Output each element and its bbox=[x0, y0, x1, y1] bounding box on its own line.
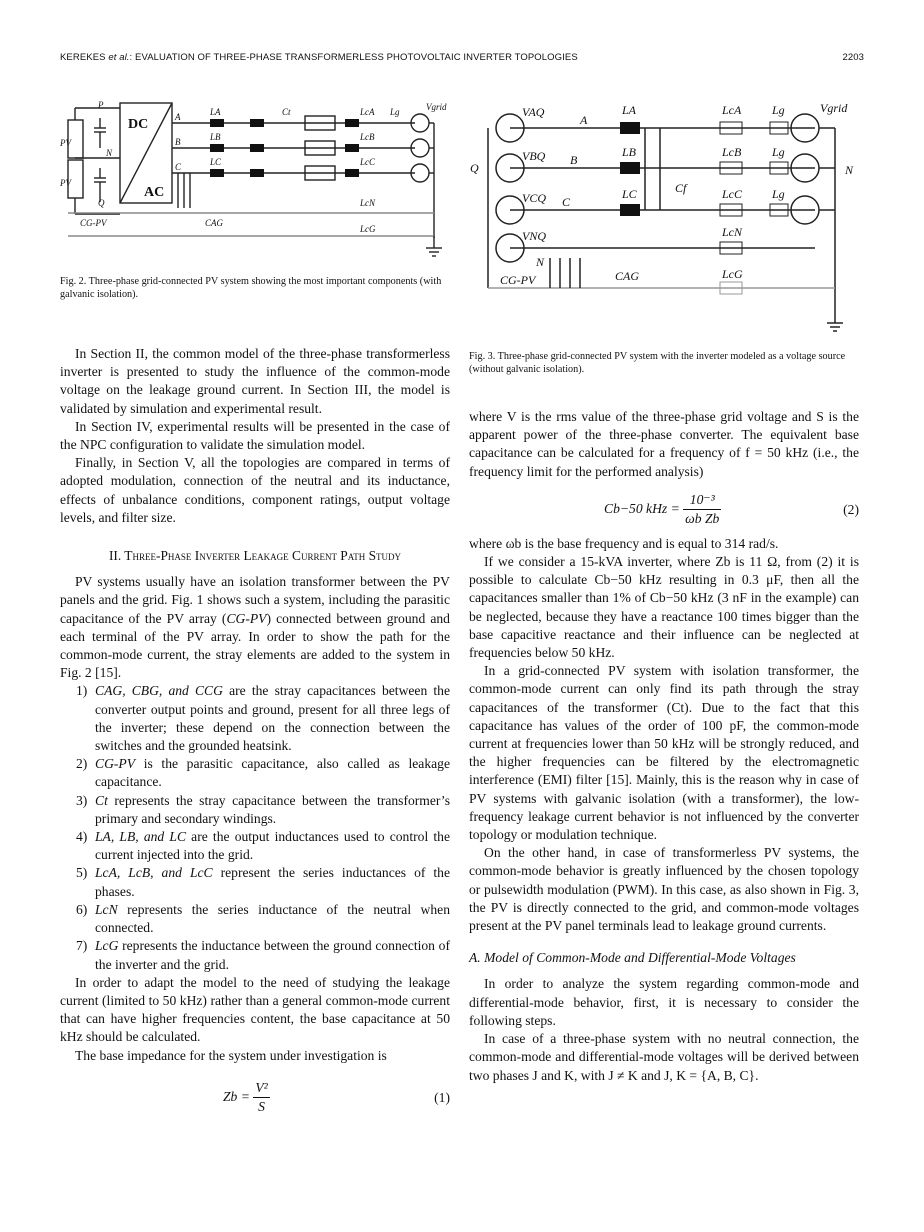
fig3-label-c: C bbox=[562, 195, 571, 209]
fig3-label-q: Q bbox=[470, 161, 479, 175]
fig3-label-la: LA bbox=[622, 103, 637, 117]
fig2-label-lcc: LcC bbox=[360, 157, 376, 167]
section-title: II. Three-Phase Inverter Leakage Current Path Study bbox=[108, 548, 402, 564]
fig2-label-vgrid: Vgrid bbox=[426, 102, 447, 112]
running-title: KEREKES et al.: EVALUATION OF THREE-PHASE TRANSFORMERLESS PHOTOVOLTAIC INVERTER TOPOLOGIES bbox=[60, 52, 578, 63]
right-paragraph-2: where ωb is the base frequency and is equal to 314 rad/s. bbox=[469, 535, 779, 551]
fig3-label-a: A bbox=[580, 113, 588, 127]
left-paragraph-5: In order to adapt the model to the need of studying the leakage current (limited to 50 kHz) rather than a general common-mode current that can have higher frequencies content, the base capacitance at 50 kHz should be calculated. bbox=[60, 974, 450, 1045]
page-number: 2203 bbox=[842, 52, 864, 63]
fig2-label-n: N bbox=[106, 148, 113, 158]
list-item: 2) CG-PV is the parasitic capacitance, also called as leakage capacitance. bbox=[76, 756, 450, 790]
fig2-label-lca: LcA bbox=[360, 107, 375, 117]
fig3-label-vcq: VCQ bbox=[522, 191, 546, 205]
fig2-label-ac: AC bbox=[144, 185, 165, 200]
list-item: 7) LcG represents the inductance between the ground connection of the inverter and the grid. bbox=[76, 938, 450, 972]
list-item: 4) LA, LB, and LC are the output inductances used to control the current injected into the grid. bbox=[76, 829, 450, 863]
left-column bbox=[60, 345, 450, 1119]
figure-3-diagram bbox=[470, 98, 862, 338]
list-item: 6) LcN represents the series inductance of the neutral when connected. bbox=[76, 901, 450, 936]
list-item: 3) Ct represents the stray capacitance between the transformer’s primary and secondary windings. bbox=[76, 792, 450, 826]
fig3-label-vgrid: Vgrid bbox=[820, 101, 848, 115]
fig2-label-cag: CAG bbox=[205, 218, 223, 228]
left-paragraph-2: In Section IV, experimental results will be presented in the case of the NPC configuration to validate the simulation model. bbox=[60, 418, 450, 453]
fig3-label-lg3: Lg bbox=[772, 187, 785, 201]
stray-elements-list bbox=[60, 682, 450, 973]
figure-2-diagram bbox=[60, 98, 452, 260]
figure-3-caption: Fig. 3. Three-phase grid-connected PV system with the inverter modeled as a voltage source (without galvanic isolation). bbox=[469, 351, 846, 375]
fig2-label-q: Q bbox=[98, 198, 105, 208]
fig3-label-lg2: Lg bbox=[772, 145, 785, 159]
fig2-label-a: A bbox=[175, 112, 181, 122]
left-paragraph-3: Finally, in Section V, all the topologies are compared in terms of adopted modulation, connection of the neutral and its inductance, effects of unbalance conditions, component ratings, output voltage levels, and filter size. bbox=[60, 455, 450, 525]
fig2-label-lc: LC bbox=[210, 157, 222, 167]
fig3-label-vbq: VBQ bbox=[522, 149, 546, 163]
equation-1: Zb = $\frac{\text{V²}}{S}$ (1) bbox=[223, 1079, 450, 1114]
left-paragraph-6: The base impedance for the system under investigation is bbox=[75, 1047, 387, 1063]
equation-1-number: (1) bbox=[434, 1089, 450, 1105]
fig2-label-lcb: LcB bbox=[360, 132, 375, 142]
right-column bbox=[469, 408, 859, 1085]
right-paragraph-1: where V is the rms value of the three-phase grid voltage and S is the apparent power of the three-phase converter. The equivalent base capacitance can be calculated for a frequency of f = 50 kHz (i.e., the frequency limit for the performed analysis) bbox=[469, 409, 859, 479]
fig3-label-lcg: LcG bbox=[722, 267, 743, 281]
fig2-label-dc: DC bbox=[128, 117, 149, 132]
left-paragraph-4: PV systems usually have an isolation transformer between the PV panels and the grid. Fig. 1 shows such a system, including the parasitic capacitance of the PV array (CG-PV) connected between ground and each terminal of the PV array. In order to show the path for the common-mode current, the stray elements are added to the system in Fig. 2 [15]. bbox=[60, 574, 450, 681]
fig3-label-lcn: LcN bbox=[722, 225, 743, 239]
fig2-label-b: B bbox=[175, 137, 181, 147]
fig2-label-p: P bbox=[98, 100, 104, 110]
right-paragraph-3: If we consider a 15-kVA inverter, where Zb is 11 Ω, from (2) it is possible to calculate Cb−50 kHz resulting in 0.3 μF, then all the capacitances smaller than 1% of Cb−50 kHz (3 nF in the example) can be neglected, because they have a reactance 100 times bigger than the base capacitive reactance and their influence can be neglected at frequencies below 50 kHz. bbox=[469, 554, 859, 661]
fig3-label-lcc: LcC bbox=[722, 187, 743, 201]
fig3-label-lcb: LcB bbox=[722, 145, 742, 159]
fig2-label-lcn: LcN bbox=[360, 198, 376, 208]
fig3-label-b: B bbox=[570, 153, 578, 167]
list-item: 5) LcA, LcB, and LcC represent the series inductances of the phases. bbox=[76, 865, 450, 899]
subsection-title: A. Model of Common-Mode and Differential-Mode Voltages bbox=[469, 950, 796, 966]
fig3-label-vnq: VNQ bbox=[522, 229, 546, 243]
fig3-label-lca: LcA bbox=[722, 103, 742, 117]
fig2-label-cgpv: CG-PV bbox=[80, 218, 107, 228]
fig2-label-lg: Lg bbox=[390, 107, 400, 117]
right-paragraph-4: In a grid-connected PV system with isolation transformer, the common-mode current can only find its path through the stray capacitances of the transformer (Ct). Due to the fact that this capacitance has values of the order of 100 pF, the common-mode current at frequencies lower than 50 kHz will be strongly reduced, and the higher frequencies can be filtered by the electromagnetic interference (EMI) filter [15]. Mainly, this is the reason why in case of PV systems with galvanic isolation (with a transformer), the low-frequency leakage current behavior is not influenced by the converter topology or modulation technique. bbox=[469, 663, 859, 843]
list-item: 1) CAG, CBG, and CCG are the stray capacitances between the converter output points and ground, present for all three legs of the inverter; these depend on the connection between the switches and the grounded heatsink. bbox=[76, 683, 450, 754]
fig3-label-lg1: Lg bbox=[772, 103, 785, 117]
fig3-label-lc: LC bbox=[622, 187, 637, 201]
equation-2: Cb−50 kHz = $\frac{\text{10⁻³}}{\text{ωb Zb}}$ (2) bbox=[604, 491, 859, 527]
fig2-label-lcg: LcG bbox=[360, 224, 376, 234]
fig2-label-la: LA bbox=[210, 107, 221, 117]
right-paragraph-6: In order to analyze the system regarding common-mode and differential-mode behavior, first, it is necessary to consider the following steps. bbox=[469, 976, 859, 1028]
fig2-label-pv2: PV bbox=[60, 178, 71, 188]
fig3-label-cgpv: CG-PV bbox=[500, 273, 536, 287]
fig2-label-lb: LB bbox=[210, 132, 221, 142]
fig3-label-cag: CAG bbox=[615, 269, 639, 283]
fig2-label-pv1: PV bbox=[60, 138, 71, 148]
fig3-label-cf: Cf bbox=[675, 181, 687, 195]
fig3-label-n: N bbox=[536, 255, 545, 269]
equation-2-number: (2) bbox=[843, 501, 859, 517]
fig3-label-n-right: N bbox=[845, 163, 854, 177]
left-paragraph-1: In Section II, the common model of the three-phase transformerless inverter is presented to study the influence of the common-mode voltage on the leakage ground current. In Section III, the model is validated by simulation and experimental result. bbox=[60, 346, 450, 416]
right-paragraph-7: In case of a three-phase system with no neutral connection, the common-mode and differential-mode voltages will be derived between two phases J and K, with J ≠ K and J, K = {A, B, C}. bbox=[469, 1031, 859, 1083]
fig3-label-lb: LB bbox=[622, 145, 637, 159]
figure-2-caption: Fig. 2. Three-phase grid-connected PV system showing the most important components (with galvanic isolation). bbox=[60, 276, 442, 300]
fig2-label-c: C bbox=[175, 162, 182, 172]
right-paragraph-5: On the other hand, in case of transformerless PV systems, the common-mode behavior is greatly influenced by the chosen topology or pulsewidth modulation (PWM). In this case, as also shown in Fig. 3, the PV is directly connected to the grid, and common-mode voltages present at the PV panel terminals lead to leakage ground currents. bbox=[469, 845, 859, 934]
fig3-label-vaq: VAQ bbox=[522, 105, 545, 119]
running-header bbox=[60, 52, 864, 63]
fig2-label-ct: Ct bbox=[282, 107, 291, 117]
